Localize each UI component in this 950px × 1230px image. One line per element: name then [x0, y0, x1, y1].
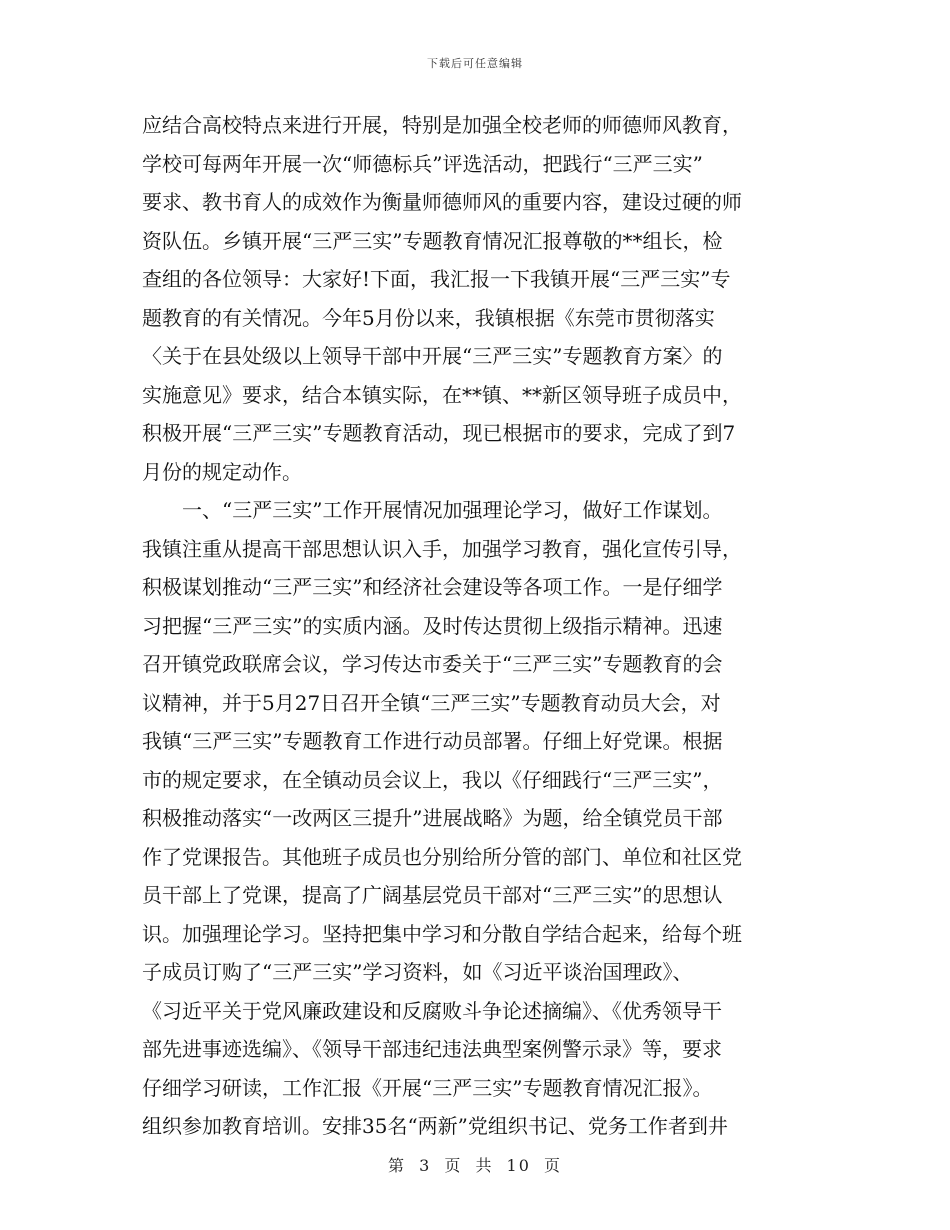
text-line: 仔细学习研读，工作汇报《开展“三严三实”专题教育情况汇报》。: [142, 1075, 713, 1100]
text-line: 题教育的有关情况。今年5月份以来，我镇根据《东莞市贯彻落实: [142, 305, 715, 330]
text-line: 习把握“三严三实”的实质内涵。及时传达贯彻上级指示精神。迅速: [142, 613, 723, 638]
text-line: 作了党课报告。其他班子成员也分别给所分管的部门、单位和社区党: [142, 844, 742, 869]
text-line: 积极开展“三严三实”专题教育活动，现已根据市的要求，完成了到7: [142, 421, 736, 445]
text-line: 召开镇党政联席会议，学习传达市委关于“三严三实”专题教育的会: [142, 652, 723, 676]
text-line: 我镇“三严三实”专题教育工作进行动员部署。仔细上好党课。根据: [142, 729, 723, 753]
text-line: 员干部上了党课，提高了广阔基层党员干部对“三严三实”的思想认: [142, 883, 723, 907]
body-text: [142, 106, 810, 1146]
text-line: 组织参加教育培训。安排35名“两新”党组织书记、党务工作者到井: [142, 1114, 728, 1138]
text-line: 月份的规定动作。: [142, 459, 302, 484]
page-number-footer: 第 3 页 共 10 页: [388, 1156, 562, 1175]
text-line: 应结合高校特点来进行开展，特别是加强全校老师的师德师风教育，: [142, 113, 742, 137]
text-line: 议精神，并于5月27日召开全镇“三严三实”专题教育动员大会，对: [142, 690, 721, 715]
text-line: 资队伍。乡镇开展“三严三实”专题教育情况汇报尊敬的**组长，检: [142, 228, 723, 253]
text-line: 子成员订购了“三严三实”学习资料，如《习近平谈治国理政》、: [142, 960, 693, 984]
text-line: 我镇注重从提高干部思想认识入手，加强学习教育，强化宣传引导，: [142, 536, 742, 561]
text-line: 部先进事迹选编》、《领导干部违纪违法典型案例警示录》等，要求: [142, 1037, 722, 1061]
text-line: 学校可每两年开展一次“师德标兵”评选活动，把践行“三严三实”: [142, 151, 703, 176]
text-line: 查组的各位领导：大家好!下面，我汇报一下我镇开展“三严三实”专: [142, 267, 731, 291]
text-line: 《习近平关于党风廉政建设和反腐败斗争论述摘编》、《优秀领导干: [142, 998, 722, 1023]
text-line: 要求、教书育人的成效作为衡量师德师风的重要内容，建设过硬的师: [142, 190, 742, 214]
text-line: 识。加强理论学习。坚持把集中学习和分散自学结合起来，给每个班: [142, 921, 742, 946]
text-line: 市的规定要求，在全镇动员会议上，我以《仔细践行“三严三实”，: [142, 767, 723, 792]
text-line: 积极谋划推动“三严三实”和经济社会建设等各项工作。一是仔细学: [142, 575, 723, 599]
text-line: 积极推动落实“一改两区三提升”进展战略》为题，给全镇党员干部: [142, 806, 723, 830]
text-line: 实施意见》要求，结合本镇实际，在**镇、**新区领导班子成员中，: [142, 382, 742, 407]
text-line: 〈关于在县处级以上领导干部中开展“三严三实”专题教育方案〉的: [142, 344, 723, 368]
section-heading-line: 一、“三严三实”工作开展情况加强理论学习，做好工作谋划。: [182, 498, 723, 522]
page-header: 下载后可任意编辑: [427, 57, 523, 70]
